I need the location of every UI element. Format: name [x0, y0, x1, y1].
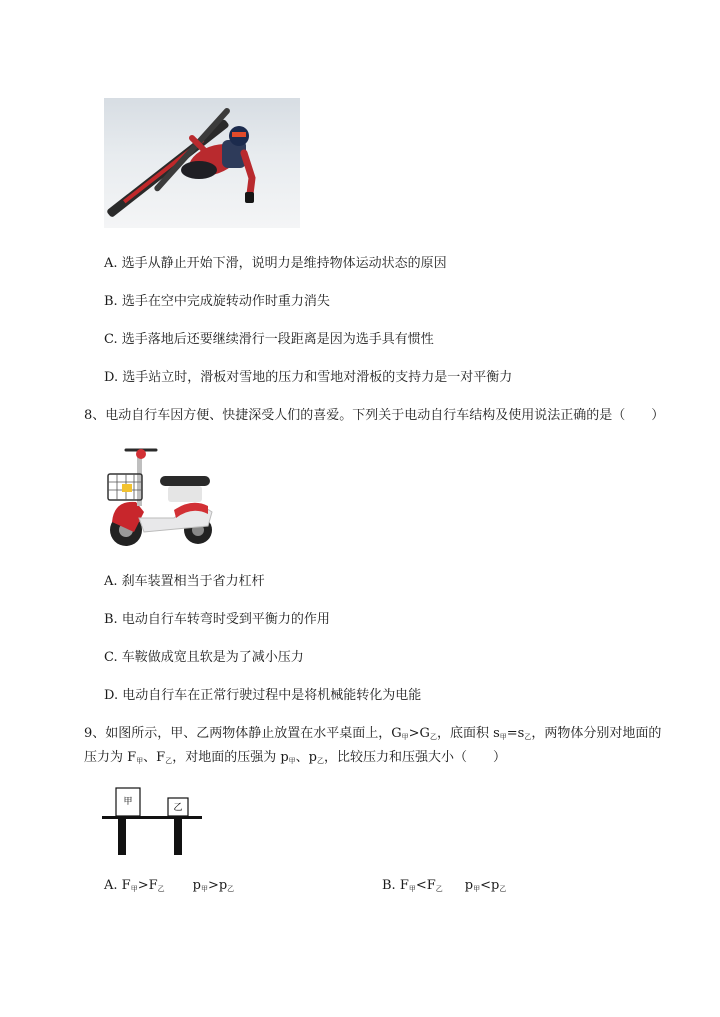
- block-yi-label: 乙: [173, 803, 183, 813]
- electric-bike-photo: [104, 440, 222, 552]
- q8-option-b: B. 电动自行车转弯时受到平衡力的作用: [104, 612, 330, 627]
- skier-photo: [104, 98, 300, 228]
- q8-stem: 8、电动自行车因方便、快捷深受人们的喜爱。下列关于电动自行车结构及使用说法正确的是（ ）: [84, 408, 665, 423]
- q9-stem-line2: 压力为 $F_甲$、$F_乙$，对地面的压强为 $p_甲$、$p_乙$，比较压力和压强大小（ ）: [84, 750, 506, 765]
- block-jia-label: 甲: [123, 797, 133, 807]
- q8-option-c: C. 车鞍做成宽且软是为了减小压力: [104, 650, 304, 665]
- q7-option-a: A. 选手从静止开始下滑，说明力是维持物体运动状态的原因: [104, 256, 447, 271]
- q9-option-a: A. $F_甲>F_乙$ $p_甲>p_乙$: [104, 878, 235, 893]
- q7-option-c: C. 选手落地后还要继续滑行一段距离是因为选手具有惯性: [104, 332, 434, 347]
- q9-option-b: B. $F_甲<F_乙$ $p_甲<p_乙$: [382, 878, 507, 893]
- q8-option-a: A. 刹车装置相当于省力杠杆: [104, 574, 265, 589]
- q7-option-d: D. 选手站立时，滑板对雪地的压力和雪地对滑板的支持力是一对平衡力: [104, 370, 513, 385]
- q9-stem-line1: 9、如图所示，甲、乙两物体静止放置在水平桌面上，$G_甲>G_乙$，底面积 $s_甲=s_乙$，两物体分别对地面的: [84, 726, 662, 741]
- q7-option-b: B. 选手在空中完成旋转动作时重力消失: [104, 294, 330, 309]
- table-blocks-diagram: [100, 780, 210, 862]
- q8-option-d: D. 电动自行车在正常行驶过程中是将机械能转化为电能: [104, 688, 422, 703]
